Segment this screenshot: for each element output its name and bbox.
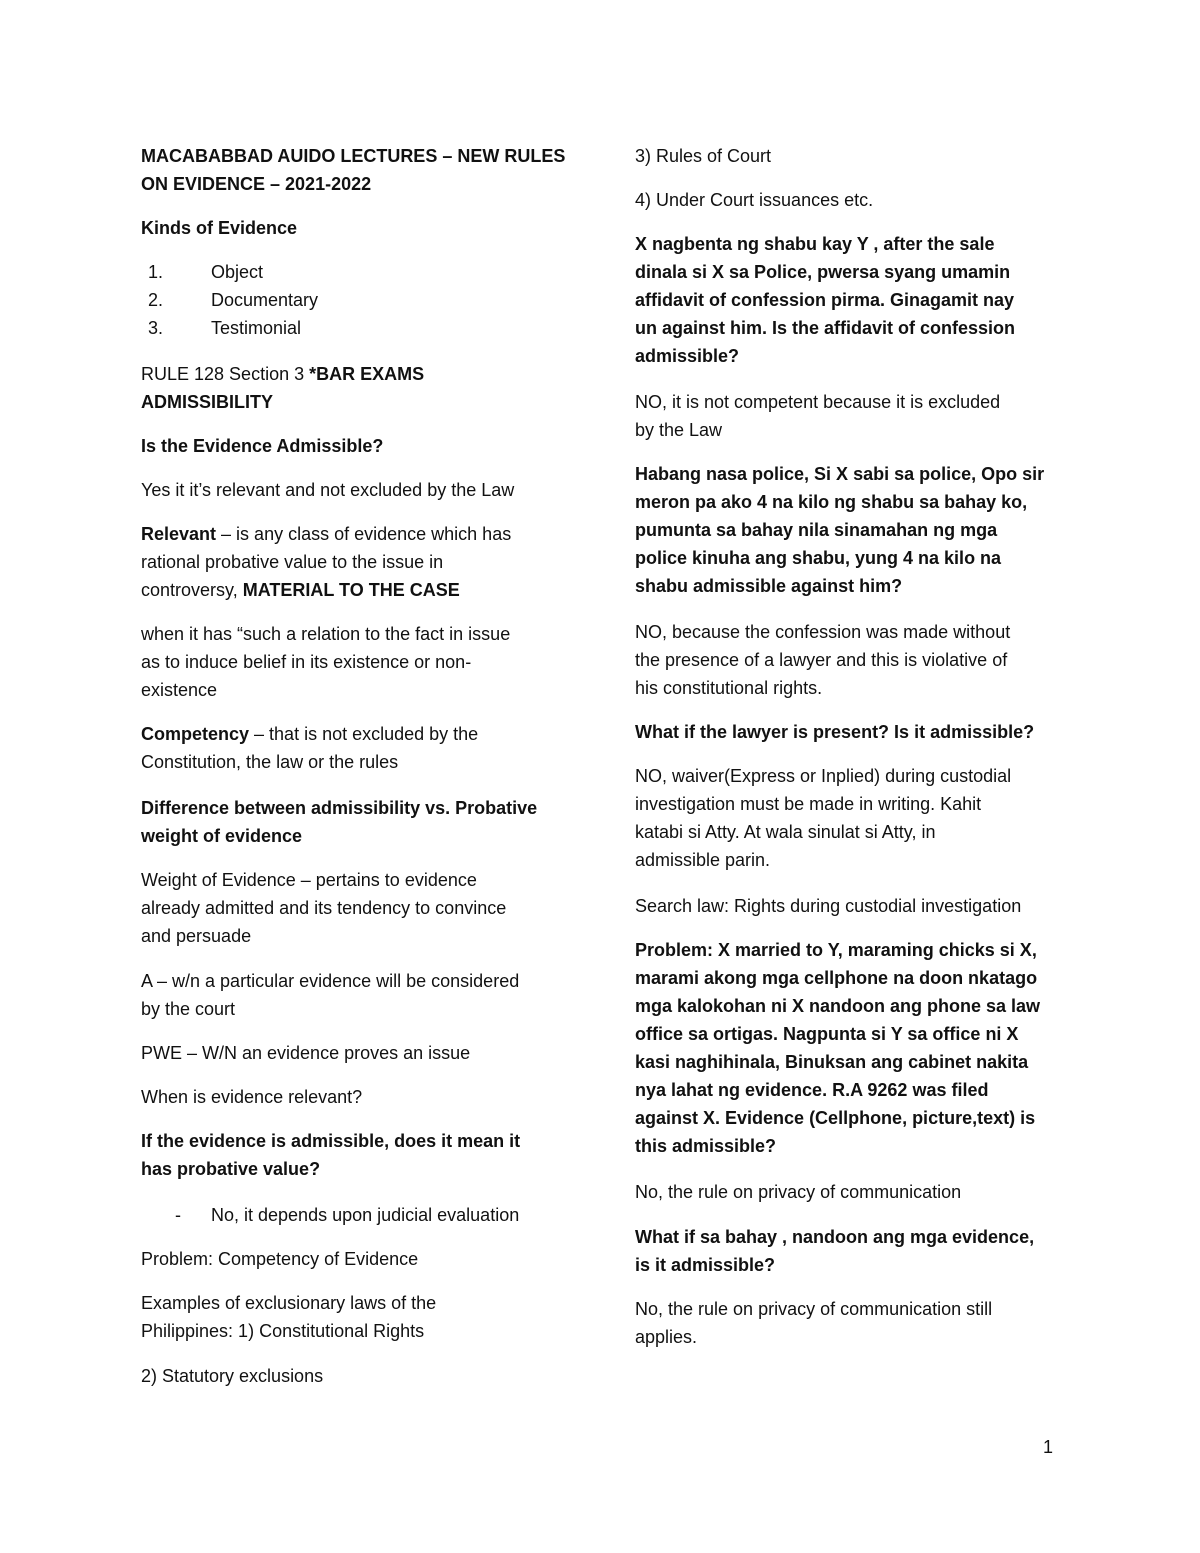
scenario-line-5: admissible? [635,346,740,366]
relevant-line-2: rational probative value to the issue in [141,552,444,572]
problem-line-1: Problem: X married to Y, maraming chicks si X, [635,940,1037,960]
answer-3-line-3: katabi si Atty. At wala sinulat si Atty, in [635,822,936,842]
list-text: Object [211,262,264,282]
scenario-line-1: X nagbenta ng shabu kay Y , after the sale [635,234,995,254]
list-item [141,258,441,286]
list-item [141,286,441,314]
problem-line-5: kasi naghihinala, Binuksan ang cabinet nakita [635,1052,1029,1072]
answer-1-line-2: by the Law [635,420,723,440]
list-number: 2. [148,290,164,310]
examples-line-2: Philippines: 1) Constitutional Rights [141,1321,425,1341]
list-item [141,1201,581,1229]
scenario-line-3: affidavit of confession pirma. Ginagamit nay [635,290,1015,310]
answer-2-line-2: the presence of a lawyer and this is violative of [635,650,1008,670]
list-number: 3. [148,318,164,338]
rules-of-court: 3) Rules of Court [635,146,772,166]
bar-exams-label: *BAR EXAMS [309,364,425,384]
material-to-case: MATERIAL TO THE CASE [242,580,460,600]
under-court-issuances: 4) Under Court issuances etc. [635,190,874,210]
probative-question-line-2: has probative value? [141,1159,321,1179]
admissibility-def-line-2: by the court [141,999,236,1019]
weight-line-3: and persuade [141,926,252,946]
competency-line-2: Constitution, the law or the rules [141,752,399,772]
scenario-line-2: dinala si X sa Police, pwersa syang umamin [635,262,1011,282]
list-text: Testimonial [211,318,302,338]
rule-text: RULE 128 Section 3 [141,364,310,384]
admissibility-def-line-1: A – w/n a particular evidence will be considered [141,971,520,991]
probative-question-line-1: If the evidence is admissible, does it mean it [141,1131,521,1151]
weight-line-2: already admitted and its tendency to convince [141,898,507,918]
problem-line-2: marami akong mga cellphone na doon nkatago [635,968,1038,988]
relevant-term: Relevant [141,524,217,544]
search-law-note: Search law: Rights during custodial investigation [635,896,1022,916]
document-title-line-2: ON EVIDENCE – 2021-2022 [141,174,372,194]
competency-term: Competency [141,724,250,744]
difference-heading-line-2: weight of evidence [141,826,303,846]
answer-3-line-2: investigation must be made in writing. Kahit [635,794,982,814]
rule-line [141,360,424,388]
relevant-text: controversy, [141,580,243,600]
answer-1-line-1: NO, it is not competent because it is excluded [635,392,1001,412]
weight-line-1: Weight of Evidence – pertains to evidence [141,870,477,890]
habang-line-4: police kinuha ang shabu, yung 4 na kilo na [635,548,1002,568]
problem-line-3: mga kalokohan ni X nandoon ang phone sa law [635,996,1041,1016]
lawyer-present-question: What if the lawyer is present? Is it admissible? [635,722,1035,742]
answer-3-line-4: admissible parin. [635,850,771,870]
problem-competency: Problem: Competency of Evidence [141,1249,419,1269]
relevant-line-1 [141,520,511,548]
when-relevant-question: When is evidence relevant? [141,1087,363,1107]
bullet-dash: - [175,1205,181,1225]
answer-3-line-1: NO, waiver(Express or Inplied) during custodial [635,766,1012,786]
habang-line-3: pumunta sa bahay nila sinamahan ng mga [635,520,998,540]
question-admissible: Is the Evidence Admissible? [141,436,384,456]
competency-definition: – that is not excluded by the [249,724,479,744]
relation-line-1: when it has “such a relation to the fact in issue [141,624,511,644]
list-item [141,314,441,342]
bahay-question-line-1: What if sa bahay , nandoon ang mga evidence, [635,1227,1035,1247]
answer-4: No, the rule on privacy of communication [635,1182,962,1202]
admissibility-heading: ADMISSIBILITY [141,392,274,412]
page-number: 1 [1043,1437,1054,1457]
relation-line-2: as to induce belief in its existence or non- [141,652,472,672]
statutory-exclusions: 2) Statutory exclusions [141,1366,324,1386]
relation-line-3: existence [141,680,218,700]
relevant-line-3 [141,576,460,604]
problem-line-7: against X. Evidence (Cellphone, picture,text) is [635,1108,1036,1128]
habang-line-2: meron pa ako 4 na kilo ng shabu sa bahay ko, [635,492,1028,512]
answer-2-line-1: NO, because the confession was made without [635,622,1011,642]
habang-line-1: Habang nasa police, Si X sabi sa police, Opo sir [635,464,1045,484]
competency-line-1 [141,720,478,748]
bahay-question-line-2: is it admissible? [635,1255,776,1275]
answer-2-line-3: his constitutional rights. [635,678,823,698]
pwe-definition: PWE – W/N an evidence proves an issue [141,1043,471,1063]
kinds-heading: Kinds of Evidence [141,218,298,238]
problem-line-4: office sa ortigas. Nagpunta si Y sa office ni X [635,1024,1019,1044]
list-text: No, it depends upon judicial evaluation [211,1205,520,1225]
examples-line-1: Examples of exclusionary laws of the [141,1293,437,1313]
problem-line-6: nya lahat ng evidence. R.A 9262 was filed [635,1080,989,1100]
answer-5-line-2: applies. [635,1327,698,1347]
list-number: 1. [148,262,164,282]
difference-heading-line-1: Difference between admissibility vs. Probative [141,798,538,818]
scenario-line-4: un against him. Is the affidavit of confession [635,318,1016,338]
list-text: Documentary [211,290,319,310]
relevant-definition: – is any class of evidence which has [216,524,512,544]
habang-line-5: shabu admissible against him? [635,576,903,596]
answer-admissible: Yes it it’s relevant and not excluded by the Law [141,480,515,500]
problem-line-8: this admissible? [635,1136,777,1156]
answer-5-line-1: No, the rule on privacy of communication still [635,1299,993,1319]
document-title-line-1: MACABABBAD AUIDO LECTURES – NEW RULES [141,146,566,166]
